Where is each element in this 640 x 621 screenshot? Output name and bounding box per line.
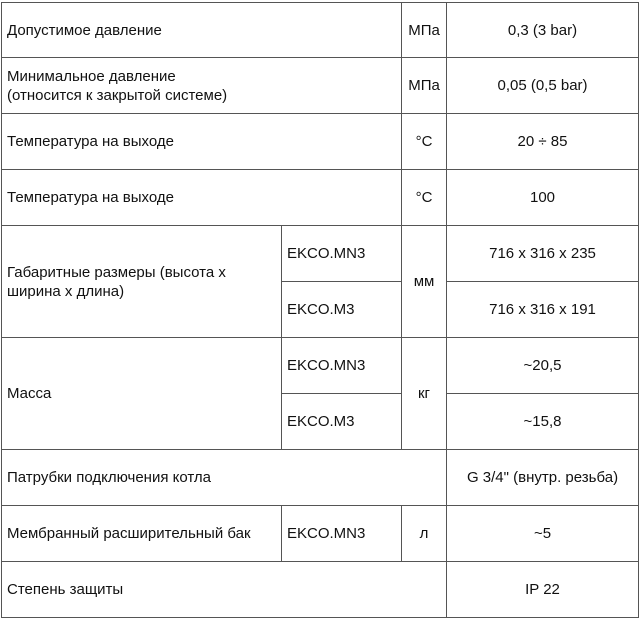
label-line: (относится к закрытой системе) — [7, 86, 228, 104]
param-label — [2, 58, 402, 114]
spec-table — [1, 2, 639, 618]
param-label: Мембранный расширительный бак — [2, 506, 282, 562]
table-row — [2, 450, 639, 506]
table-row — [2, 506, 639, 562]
unit-cell: мм — [402, 226, 447, 338]
model-cell: EKCO.M3 — [282, 394, 402, 450]
unit-cell: МПа — [402, 58, 447, 114]
value-cell: G 3/4" (внутр. резьба) — [447, 450, 639, 506]
model-cell: EKCO.MN3 — [282, 338, 402, 394]
table-row — [2, 114, 639, 170]
param-label: Патрубки подключения котла — [2, 450, 447, 506]
table-row — [2, 338, 639, 394]
unit-cell: л — [402, 506, 447, 562]
value-cell: ~5 — [447, 506, 639, 562]
table-row — [2, 226, 639, 282]
value-cell: 716 x 316 x 235 — [447, 226, 639, 282]
value-cell: 0,3 (3 bar) — [447, 3, 639, 58]
table-row — [2, 562, 639, 618]
value-cell: 20 ÷ 85 — [447, 114, 639, 170]
value-cell: IP 22 — [447, 562, 639, 618]
label-line: Габаритные размеры (высота х — [7, 263, 226, 281]
unit-cell: кг — [402, 338, 447, 450]
value-cell: 0,05 (0,5 bar) — [447, 58, 639, 114]
value-cell: 100 — [447, 170, 639, 226]
param-label: Допустимое давление — [2, 3, 402, 58]
param-label: Температура на выходе — [2, 170, 402, 226]
unit-cell: МПа — [402, 3, 447, 58]
param-label: Температура на выходе — [2, 114, 402, 170]
unit-cell: °C — [402, 114, 447, 170]
model-cell: EKCO.M3 — [282, 282, 402, 338]
table-row — [2, 58, 639, 114]
unit-cell: °C — [402, 170, 447, 226]
label-line: ширина х длина) — [7, 282, 125, 300]
table-row — [2, 3, 639, 58]
value-cell: ~20,5 — [447, 338, 639, 394]
param-label: Степень защиты — [2, 562, 447, 618]
value-cell: 716 x 316 x 191 — [447, 282, 639, 338]
label-line: Минимальное давление — [7, 67, 176, 85]
model-cell: EKCO.MN3 — [282, 226, 402, 282]
value-cell: ~15,8 — [447, 394, 639, 450]
model-cell: EKCO.MN3 — [282, 506, 402, 562]
param-label — [2, 226, 282, 338]
table-row — [2, 170, 639, 226]
param-label: Масса — [2, 338, 282, 450]
